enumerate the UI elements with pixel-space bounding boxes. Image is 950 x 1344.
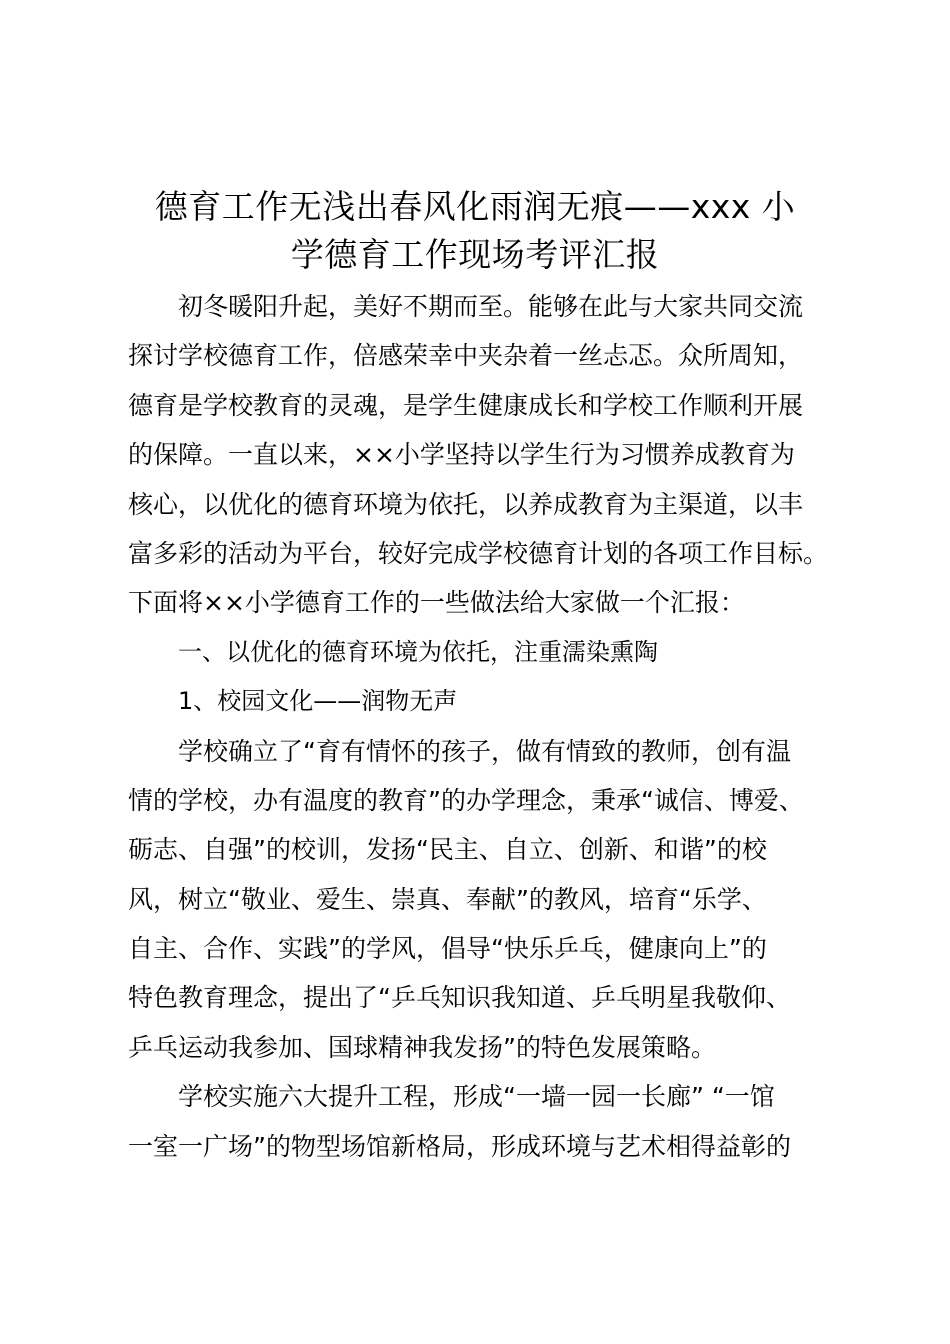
body-line-16: 乒乓运动我参加、国球精神我发扬”的特色发展策略。 <box>128 1032 716 1062</box>
title-line-2: 学德育工作现场考评汇报 <box>290 235 660 274</box>
title-line-1: 德育工作无浅出春风化雨润无痕——xxx 小 <box>154 187 796 226</box>
body-line-3: 德育是学校教育的灵魂，是学生健康成长和学校工作顺利开展 <box>128 390 804 420</box>
subsection-heading-1: 1、校园文化——润物无声 <box>178 687 458 716</box>
body-line-2: 探讨学校德育工作，倍感荣幸中夹杂着一丝忐忑。众所周知， <box>128 341 804 371</box>
body-line-5: 核心，以优化的德育环境为依托，以养成教育为主渠道，以丰 <box>128 489 804 519</box>
body-line-4: 的保障。一直以来，××小学坚持以学生行为习惯养成教育为 <box>128 440 795 470</box>
body-line-17: 学校实施六大提升工程，形成“一墙一园一长廊” “一馆 <box>178 1082 775 1112</box>
body-line-14: 自主、合作、实践”的学风，倡导“快乐乒乓，健康向上”的 <box>128 934 767 964</box>
body-line-10: 学校确立了“育有情怀的孩子，做有情致的教师，创有温 <box>178 736 791 766</box>
document-title <box>120 183 830 279</box>
body-line-1: 初冬暖阳升起，美好不期而至。能够在此与大家共同交流 <box>178 292 804 321</box>
document-body <box>128 282 848 1171</box>
body-line-12: 砺志、自强”的校训，发扬“民主、自立、创新、和谐”的校 <box>128 835 767 865</box>
body-line-15: 特色教育理念，提出了“乒乓知识我知道、乒乓明星我敬仰、 <box>128 983 791 1013</box>
body-line-11: 情的学校，办有温度的教育”的办学理念，秉承“诚信、博爱、 <box>128 785 804 815</box>
body-line-6: 富多彩的活动为平台，较好完成学校德育计划的各项工作目标。 <box>128 538 829 568</box>
section-heading-1: 一、以优化的德育环境为依托，注重濡染熏陶 <box>178 637 658 666</box>
body-line-7: 下面将××小学德育工作的一些做法给大家做一个汇报： <box>128 588 745 618</box>
body-line-13: 风，树立“敬业、爱生、崇真、奉献”的教风，培育“乐学、 <box>128 884 767 914</box>
body-line-18: 一室一广场”的物型场馆新格局，形成环境与艺术相得益彰的 <box>128 1131 791 1161</box>
